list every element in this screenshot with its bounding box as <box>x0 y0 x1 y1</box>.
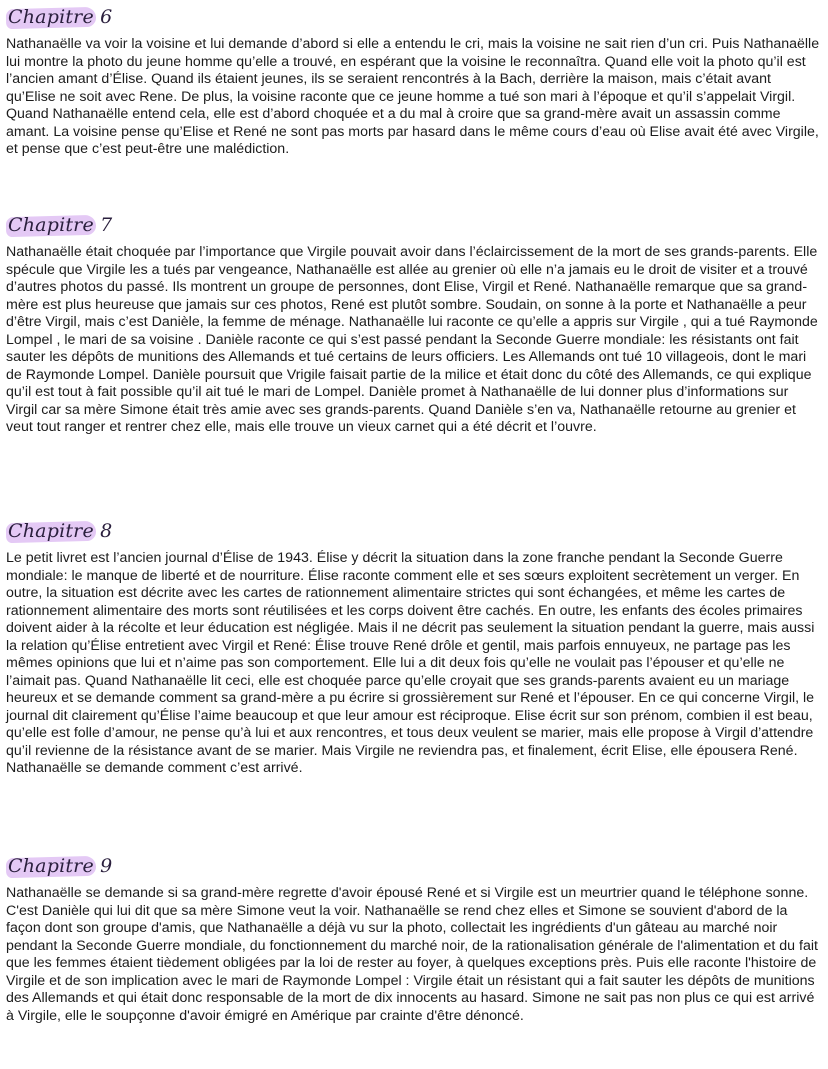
chapter-9-section <box>0 851 828 1025</box>
chapter-8-section <box>0 516 828 778</box>
chapter-7-section <box>0 210 828 437</box>
chapter-9-paragraph: Nathanaëlle se demande si sa grand-mère regrette d'avoir épousé René et si Virgile est un meurtrier quand le téléphone sonne. C'est Danièle qui lui dit que sa mère Simone veut la voir. Nathanaëlle se rend chez elles et Simone se souvient d'abord de la façon dont son groupe d'amis, que Nathanaëlle a déjà vu sur la photo, collectait les ingrédients d'un gâteau au marché noir pendant la Seconde Guerre mondiale, du fonctionnement du marché noir, de la rationalisation générale de l'alimentation et du fait que les femmes étaient tièdement obligées par la loi de rester au foyer, à quelques exceptions près. Puis elle raconte l'histoire de Virgile et de son implication avec le mari de Raymonde Lompel : Virgile était un résistant qui a fait sauter les dépôts de munitions des Allemands et qui était donc responsable de la mort de dix innocents au hasard. Simone ne sait pas non plus ce qui est arrivé à Virgile, elle le soupçonne d'avoir émigré en Amérique par crainte d'être dénoncé. <box>6 885 818 1024</box>
chapter-9-title: Chapitre 9 <box>8 855 113 877</box>
chapter-6-title: Chapitre 6 <box>8 6 113 28</box>
chapter-8-paragraph: Le petit livret est l’ancien journal d’Élise de 1943. Élise y décrit la situation dans la zone franche pendant la Seconde Guerre mondiale: le manque de liberté et de nourriture. Élise raconte comment elle et ses sœurs exploitent secrètement un verger. En outre, la situation est décrite avec les cartes de rationnement alimentaire strictes qui sont échangées, et même les cartes de rationnement alimentaire des morts sont réutilisées et les corps doivent être cachés. En outre, les enfants des écoles primaires doivent aider à la récolte et leur éducation est négligée. Mais il ne décrit pas seulement la situation pendant la guerre, mais aussi la relation qu’Élise entretient avec Virgil et René: Élise trouve René drôle et gentil, mais parfois ennuyeux, ne partage pas les mêmes opinions que lui et n’aime pas son comportement. Elle lui a dit deux fois qu’elle ne voulait pas l’épouser et qu’elle ne l’aimait pas. Quand Nathanaëlle lit ceci, elle est choquée parce qu’elle croyait que ses grands-parents avaient eu un mariage heureux et se demande comment sa grand-mère a pu écrire si grossièrement sur René et l’épouser. En ce qui concerne Virgil, le journal dit clairement qu’Élise l’aime beaucoup et que leur amour est réciproque. Elise écrit sur son prénom, combien il est beau, qu’elle est folle d’amour, ne pense qu’à lui et aux rencontres, et tous deux veulent se marier, mais elle propose à Virgil d’attendre qu’il revienne de la résistance avant de se marier. Mais Virgile ne reviendra pas, et finalement, écrit Elise, elle épousera René. Nathanaëlle se demande comment c’est arrivé. <box>6 550 815 776</box>
chapter-7-title: Chapitre 7 <box>8 214 113 236</box>
chapter-8-title: Chapitre 8 <box>8 520 113 542</box>
chapter-7-heading <box>6 210 828 244</box>
chapter-6-paragraph: Nathanaëlle va voir la voisine et lui demande d’abord si elle a entendu le cri, mais la voisine ne sait rien d’un cri. Puis Nathanaëlle lui montre la photo du jeune homme qu’elle a trouvé, en espérant que la voisine le reconnaîtra. Quand elle voit la photo qu’il est l’ancien amant d’Élise. Quand ils étaient jeunes, ils se seraient rencontrés à la Bach, derrière la maison, mais c’était avant qu’Elise ne soit avec Rene. De plus, la voisine raconte que ce jeune homme a tué son mari à l’époque et qu’il s’appelait Virgil. Quand Nathanaëlle entend cela, elle est d’abord choquée et a du mal à croire que sa grand-mère avait un assassin comme amant. La voisine pense qu’Elise et René ne sont pas morts par hasard dans le même cours d’eau où Elise avait été avec Virgile, et pense que c’est peut-être une malédiction. <box>6 36 820 157</box>
chapter-9-heading <box>6 851 828 885</box>
chapter-6-heading <box>6 2 828 36</box>
chapter-7-paragraph: Nathanaëlle était choquée par l’importance que Virgile pouvait avoir dans l’éclaircissement de la mort de ses grands-parents. Elle spécule que Virgile les a tués par vengeance, Nathanaëlle est allée au grenier où elle n’a jamais eu le droit de visiter et a trouvé d’autres photos du passé. Ils montrent un groupe de personnes, dont Elise, Virgil et René. Nathanaëlle remarque que sa grand-mère est plus heureuse que jamais sur ces photos, René est plutôt sombre. Soudain, on sonne à la porte et Nathanaëlle a peur d’être Virgil, mais c’est Danièle, la femme de ménage. Nathanaëlle lui raconte ce qu’elle a appris sur Virgile , qui a tué Raymonde Lompel , le mari de sa voisine . Danièle raconte ce qui s’est passé pendant la Seconde Guerre mondiale: les résistants ont fait sauter les dépôts de munitions des Allemands et tué certains de leurs officiers. Les Allemands ont tué 10 villageois, dont le mari de Raymonde Lompel. Danièle poursuit que Vrigile faisait partie de la milice et était donc du côté des Allemands, ce qui explique qu’il est tout à fait possible qu’il ait tué le mari de Lompel. Danièle promet à Nathanaëlle de lui donner plus d’informations sur Virgil car sa mère Simone était très amie avec ses grands-parents. Quand Danièle s’en va, Nathanaëlle retourne au grenier et veut tout ranger et rentrer chez elle, mais elle trouve un vieux carnet qui a été décrit et l’ouvre. <box>6 244 818 435</box>
chapter-6-section <box>0 2 828 159</box>
chapter-8-heading <box>6 516 828 550</box>
